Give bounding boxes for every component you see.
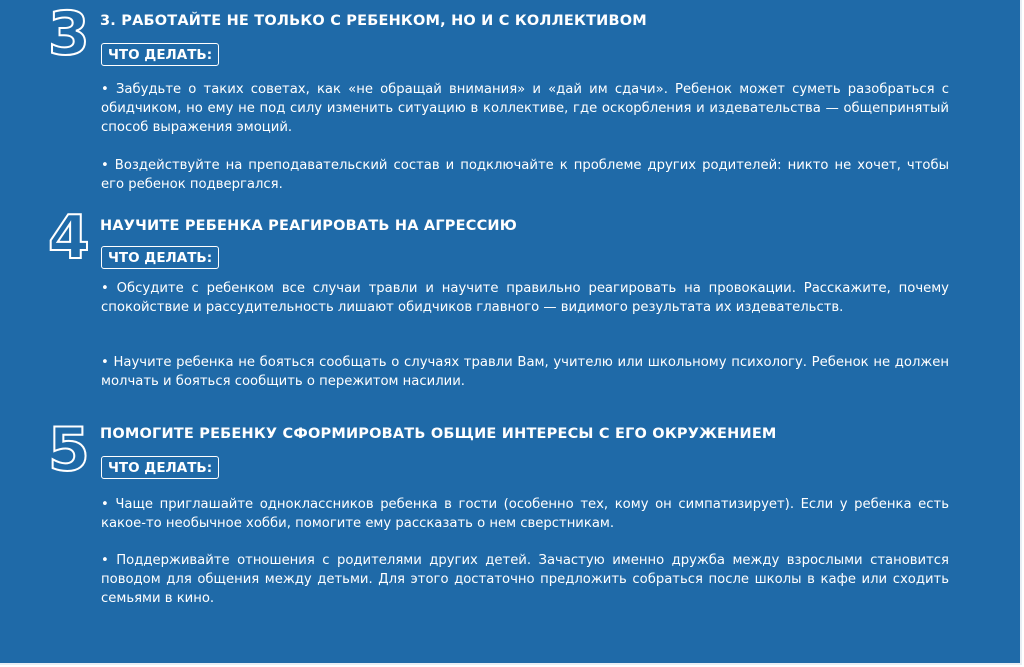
section-number: 4 [48,203,90,273]
bullet-paragraph: • Забудьте о таких советах, как «не обращай внимания» и «дай им сдачи». Ребенок может суметь разобраться с обидчиком, но ему не под силу изменить ситуацию в коллективе, где оскорбления и издевательства — общепринятый способ выражения эмоций. [101,82,949,135]
section-title: 3. РАБОТАЙТЕ НЕ ТОЛЬКО С РЕБЕНКОМ, НО И С КОЛЛЕКТИВОМ [100,13,647,29]
what-to-do-badge: ЧТО ДЕЛАТЬ: [101,456,219,479]
what-to-do-badge: ЧТО ДЕЛАТЬ: [101,246,219,269]
bullet-paragraph: • Поддерживайте отношения с родителями других детей. Зачастую именно дружба между взрослыми становится поводом для общения между детьми. Для этого достаточно предложить собраться после школы в кафе или сходить семьями в кино. [101,553,949,606]
section-title: НАУЧИТЕ РЕБЕНКА РЕАГИРОВАТЬ НА АГРЕССИЮ [100,218,517,234]
bullet-paragraph: • Обсудите с ребенком все случаи травли и научите правильно реагировать на провокации. Расскажите, почему спокойствие и рассудительность лишают обидчиков главного — видимого результата их издевательств. [101,281,949,315]
section-title: ПОМОГИТЕ РЕБЕНКУ СФОРМИРОВАТЬ ОБЩИЕ ИНТЕРЕСЫ С ЕГО ОКРУЖЕНИЕМ [100,426,777,442]
section-number: 3 [48,0,90,69]
bullet-paragraph: • Научите ребенка не бояться сообщать о случаях травли Вам, учителю или школьному психологу. Ребенок не должен молчать и бояться сообщить о пережитом насилии. [101,355,949,389]
bullet-paragraph: • Воздействуйте на преподавательский состав и подключайте к проблеме других родителей: никто не хочет, чтобы его ребенок подвергался. [101,158,949,192]
what-to-do-badge: ЧТО ДЕЛАТЬ: [101,43,219,66]
section-number: 5 [48,415,90,485]
bullet-paragraph: • Чаще приглашайте одноклассников ребенка в гости (особенно тех, кому он симпатизирует). Если у ребенка есть какое-то необычное хобби, помогите ему рассказать о нем сверстникам. [101,497,949,531]
